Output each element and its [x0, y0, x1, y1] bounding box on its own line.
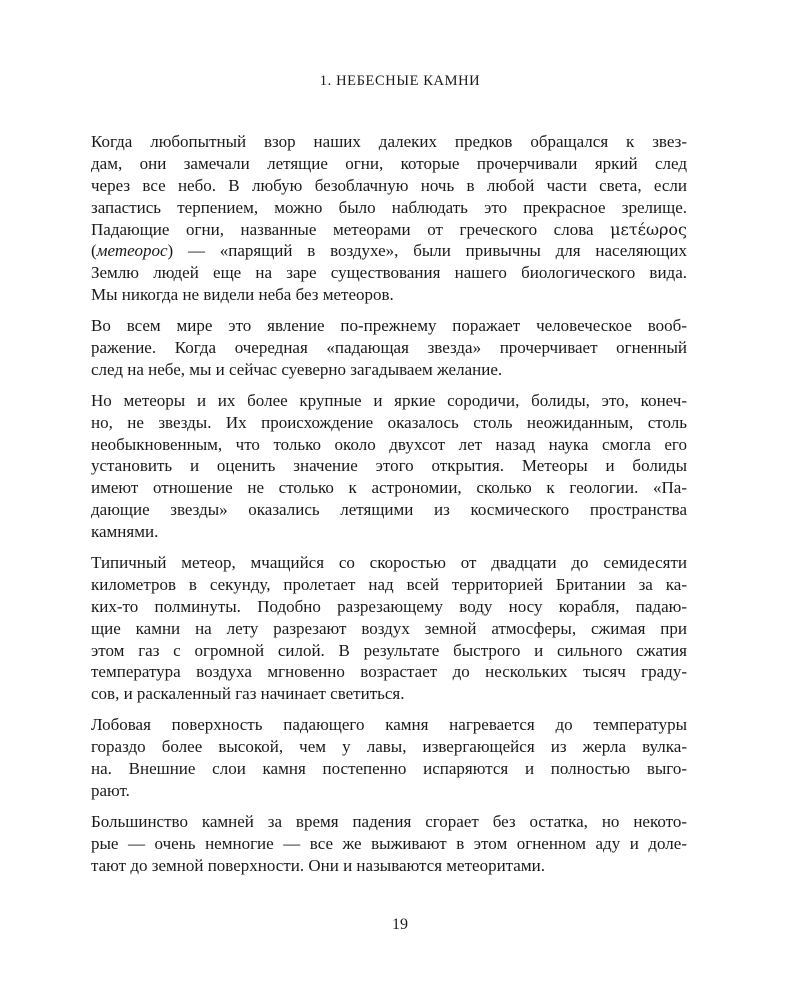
paragraph-6: [91, 811, 687, 877]
text-line: след на небе, мы и сейчас суеверно загадываем желание.: [91, 359, 503, 379]
text-line: дающие звезды» оказались летящими из космического пространства: [91, 500, 687, 520]
text-line: тают до земной поверхности. Они и называются метеоритами.: [91, 855, 545, 875]
text-line: километров в секунду, пролетает над всей территорией Британии за ка-: [91, 574, 687, 594]
text-line: Лобовая поверхность падающего камня нагревается до температуры: [91, 715, 687, 735]
text-segment: Падающие огни, названные метеорами от греческого слова: [91, 219, 594, 239]
body-text: [91, 131, 687, 886]
running-head: 1. НЕБЕСНЫЕ КАМНИ: [319, 73, 481, 89]
paragraph-3: [91, 390, 687, 543]
text-line: гораздо более высокой, чем у лавы, извергающейся из жерла вулка-: [91, 737, 687, 757]
text-line: дам, они замечали летящие огни, которые прочерчивали яркий след: [91, 153, 687, 173]
page-number: 19: [392, 916, 408, 933]
text-line: этом газ с огромной силой. В результате быстрого и сильного сжатия: [91, 640, 687, 660]
text-line: температура воздуха мгновенно возрастает до нескольких тысяч граду-: [91, 662, 687, 682]
paragraph-5: [91, 714, 687, 802]
text-line-with-italic: [91, 240, 687, 262]
text-line: щие камни на лету разрезают воздух земной атмосферы, сжимая при: [91, 618, 687, 638]
text-segment: (: [91, 241, 97, 261]
text-line: Большинство камней за время падения сгорает без остатка, но некото-: [91, 811, 687, 831]
text-line: Во всем мире это явление по-прежнему поражает человеческое вооб-: [91, 316, 687, 336]
text-line: имеют отношение не столько к астрономии, сколько к геологии. «Па-: [91, 478, 687, 498]
text-line: ражение. Когда очередная «падающая звезда» прочерчивает огненный: [91, 338, 687, 358]
paragraph-2: [91, 315, 687, 381]
greek-word: μετέωρος: [610, 219, 687, 239]
text-line: установить и оценить значение этого открытия. Метеоры и болиды: [91, 456, 687, 476]
text-line: необыкновенным, что только около двухсот лет назад наука смогла его: [91, 434, 687, 454]
text-line: но, не звезды. Их происхождение оказалось столь неожиданным, столь: [91, 412, 687, 432]
text-line: запастись терпением, можно было наблюдать это прекрасное зрелище.: [91, 197, 687, 217]
text-line: Типичный метеор, мчащийся со скоростью от двадцати до семидесяти: [91, 553, 687, 573]
paragraph-1: [91, 131, 687, 306]
text-line: сов, и раскаленный газ начинает светиться.: [91, 684, 405, 704]
text-line: через все небо. В любую безоблачную ночь в любой части света, если: [91, 175, 687, 195]
paragraph-4: [91, 552, 687, 705]
text-line: камнями.: [91, 522, 159, 542]
text-line: рают.: [91, 780, 130, 800]
text-line: ких-то полминуты. Подобно разрезающему воду носу корабля, падаю-: [91, 596, 687, 616]
text-line: Но метеоры и их более крупные и яркие сородичи, болиды, это, конеч-: [91, 390, 687, 410]
text-line: Землю людей еще на заре существования нашего биологического вида.: [91, 263, 687, 283]
text-line: Когда любопытный взор наших далеких предков обращался к звез-: [91, 132, 687, 151]
text-line-with-greek: [91, 219, 687, 241]
text-line: Мы никогда не видели неба без метеоров.: [91, 285, 394, 305]
italic-transliteration: метеорос: [96, 241, 168, 261]
text-line: на. Внешние слои камня постепенно испаряются и полностью выго-: [91, 759, 687, 779]
text-segment: ) — «парящий в воздухе», были привычны для населяющих: [167, 241, 687, 261]
text-line: рые — очень немногие — все же выживают в этом огненном аду и доле-: [91, 833, 687, 853]
